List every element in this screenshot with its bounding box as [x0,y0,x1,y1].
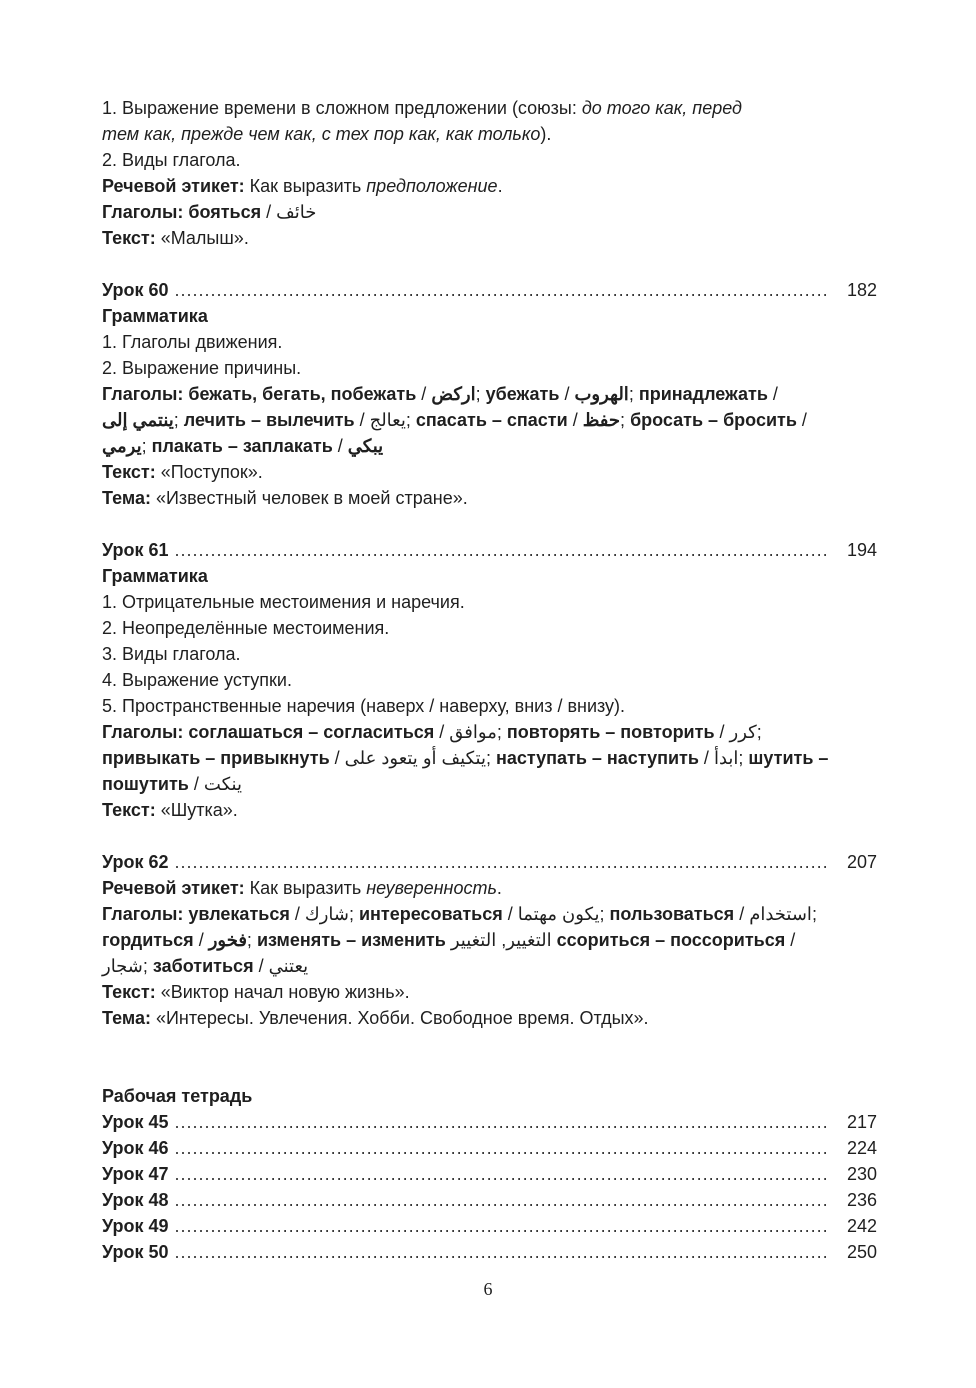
verb: изменять – изменить [256,930,446,950]
intro-item-1-cont [102,121,877,147]
verb-arabic: يتكيف أو يتعود على [344,748,486,768]
verb: бросать – бросить [630,410,797,430]
verbs-line: يرمي; плакать – заплакать / يبكي [102,436,384,456]
grammar-item: 1. Глаголы движения. [102,332,283,352]
etiquette-end: . [497,176,503,196]
verb-arabic: موافق [449,722,497,742]
page-number: 242 [846,1216,877,1236]
page-number: 236 [846,1190,877,1210]
verb-arabic: ينتمي إلى [102,410,174,430]
page-number: 250 [846,1242,877,1262]
lesson-label: Урок 46 [102,1138,169,1158]
verb: пошутить [102,774,189,794]
verbs-line: пошутить / ينكت [102,774,242,794]
lesson-label: Урок 60 [102,280,169,300]
lesson-label: Урок 47 [102,1164,169,1184]
etiquette-label: Речевой этикет: [102,176,245,196]
verb: ссориться – поссориться [556,930,786,950]
toc-entry-workbook[interactable] [102,1109,877,1135]
verbs-label: Глаголы: [102,384,184,404]
topic-label: Тема: [102,488,151,508]
page-number: 230 [846,1164,877,1184]
verb-arabic: فخور [208,930,247,950]
verb-arabic: يرمي [102,436,142,456]
verb-arabic: الهروب [574,384,629,404]
verb: привыкать – привыкнуть [102,748,330,768]
table-of-contents [102,95,877,1265]
verbs-label: Глаголы: [102,722,184,742]
toc-entry-lesson-61[interactable] [102,537,877,563]
verb: пользоваться [609,904,735,924]
toc-entry-workbook[interactable] [102,1213,877,1239]
verbs-line: شجار; заботиться / يعتني [102,956,309,976]
grammar-item: 4. Выражение уступки. [102,670,292,690]
etiquette-italic: неуверенность [366,878,497,898]
grammar-item: 2. Выражение причины. [102,358,302,378]
leader-dots [175,849,826,875]
intro-item-1-text: 1. Выражение времени в сложном предложении (союзы: [102,98,582,118]
topic-value: «Известный человек в моей стране». [150,488,468,508]
etiquette-line [102,875,877,901]
text-label: Текст: [102,462,156,482]
verb-arabic: شارك [304,904,349,924]
verbs-label: Глаголы: бояться [102,202,262,222]
lesson-label: Урок 61 [102,540,169,560]
verbs-line: Глаголы: увлекаться / شارك; интересоваться / يكون مهتما; пользоваться / استخدام; [102,904,817,924]
verbs-line: Глаголы: бежать, бегать, побежать / اركض; убежать / الهروب; принадлежать / [102,384,778,404]
text-value: «Шутка». [155,800,238,820]
verbs-label: Глаголы: [102,904,184,924]
verb-arabic: ينكت [203,774,242,794]
lesson-label: Урок 48 [102,1190,169,1210]
verb: соглашаться – согласиться [183,722,435,742]
topic-value: «Интересы. Увлечения. Хобби. Свободное время. Отдых». [150,1008,649,1028]
page-number: 224 [846,1138,877,1158]
verb: интересоваться [358,904,503,924]
verb: лечить – вылечить [183,410,355,430]
etiquette-label: Речевой этикет: [102,878,245,898]
intro-verbs [102,199,877,225]
grammar-item: 1. Отрицательные местоимения и наречия. [102,592,465,612]
verb: плакать – заплакать [151,436,333,456]
intro-item-1 [102,95,826,121]
verb: увлекаться [183,904,290,924]
lesson-label: Урок 62 [102,852,169,872]
leader-dots [175,1109,826,1135]
etiquette-text: Как выразить [244,176,367,196]
verb-arabic: اركض [431,384,476,404]
verb-arabic: يبكي [347,436,384,456]
toc-entry-workbook[interactable] [102,1187,877,1213]
text-value: «Виктор начал новую жизнь». [155,982,410,1002]
intro-item-1-suffix: ). [540,124,552,144]
page-number: 182 [846,280,877,300]
text-label: Текст: [102,800,156,820]
text-line [102,797,877,823]
verbs-line: гордиться / فخور; изменять – изменить التغيير, التغيير ссориться – поссориться / [102,930,796,950]
verb: принадлежать [638,384,768,404]
topic-line [102,1005,877,1031]
verbs-line: Глаголы: соглашаться – согласиться / موافق; повторять – повторить / كرر; [102,722,762,742]
intro-item-1-italic-a: до того как, перед [581,98,742,118]
etiquette-italic: предположение [366,176,498,196]
leader-dots [175,1213,826,1239]
verb: гордиться [102,930,194,950]
topic-label: Тема: [102,1008,151,1028]
grammar-item: 2. Неопределённые местоимения. [102,618,390,638]
leader-dots [175,1135,826,1161]
verb: спасать – спасти [415,410,568,430]
verb: бежать, бегать, побежать [183,384,417,404]
verb-arabic: شجار [102,956,143,976]
verb-arabic: التغيير, التغيير [450,930,552,950]
grammar-item: 5. Пространственные наречия (наверх / наверху, вниз / внизу). [102,696,626,716]
verb: заботиться [152,956,254,976]
verbs-line: ينتمي إلى; лечить – вылечить / يعالج; спасать – спасти / حفظ; бросать – бросить / [102,410,807,430]
verb: шутить – [748,748,829,768]
page-footer-number: 6 [483,1279,493,1299]
topic-line [102,485,877,511]
verb-arabic: كرر [729,722,757,742]
text-label: Текст: [102,982,156,1002]
leader-dots [175,1239,826,1265]
toc-entry-lesson-60[interactable] [102,277,877,303]
leader-dots [175,277,826,303]
verb-arabic: حفظ [582,410,621,430]
text-label: Текст: [102,228,156,248]
workbook-heading: Рабочая тетрадь [102,1086,253,1106]
text-value: «Поступок». [155,462,263,482]
lesson-label: Урок 45 [102,1112,169,1132]
leader-dots [175,537,826,563]
etiquette-end: . [496,878,502,898]
intro-text [102,225,877,251]
verb-arabic: يعالج [369,410,406,430]
leader-dots [175,1187,826,1213]
lesson-label: Урок 49 [102,1216,169,1236]
verb: наступать – наступить [495,748,699,768]
grammar-item: 3. Виды глагола. [102,644,241,664]
verb: убежать [485,384,560,404]
verb: повторять – повторить [506,722,715,742]
verb-arabic: ابدأ [713,748,739,768]
grammar-heading: Грамматика [102,566,208,586]
lesson-label: Урок 50 [102,1242,169,1262]
grammar-heading: Грамматика [102,306,208,326]
toc-entry-workbook[interactable] [102,1239,877,1265]
verb-arabic: يكون مهتما [517,904,600,924]
leader-dots [175,1161,826,1187]
verbs-arabic: خائف [276,202,317,222]
intro-item-2: 2. Виды глагола. [102,150,241,170]
page-number: 207 [846,852,877,872]
verb-arabic: يعتني [268,956,309,976]
verbs-line: привыкать – привыкнуть / يتكيف أو يتعود على; наступать – наступить / ابدأ; шутить – [102,748,829,768]
verbs-sep: / [261,202,277,222]
text-line [102,459,877,485]
toc-entry-workbook[interactable] [102,1161,877,1187]
verb-arabic: استخدام [749,904,812,924]
page-number: 217 [846,1112,877,1132]
intro-item-1-italic-b: тем как, прежде чем как, с тех пор как, как только [102,124,541,144]
text-line [102,979,877,1005]
intro-etiquette [102,173,877,199]
toc-entry-workbook[interactable] [102,1135,877,1161]
page-number: 194 [846,540,877,560]
text-value: «Малыш». [155,228,249,248]
toc-entry-lesson-62[interactable] [102,849,877,875]
etiquette-text: Как выразить [244,878,367,898]
